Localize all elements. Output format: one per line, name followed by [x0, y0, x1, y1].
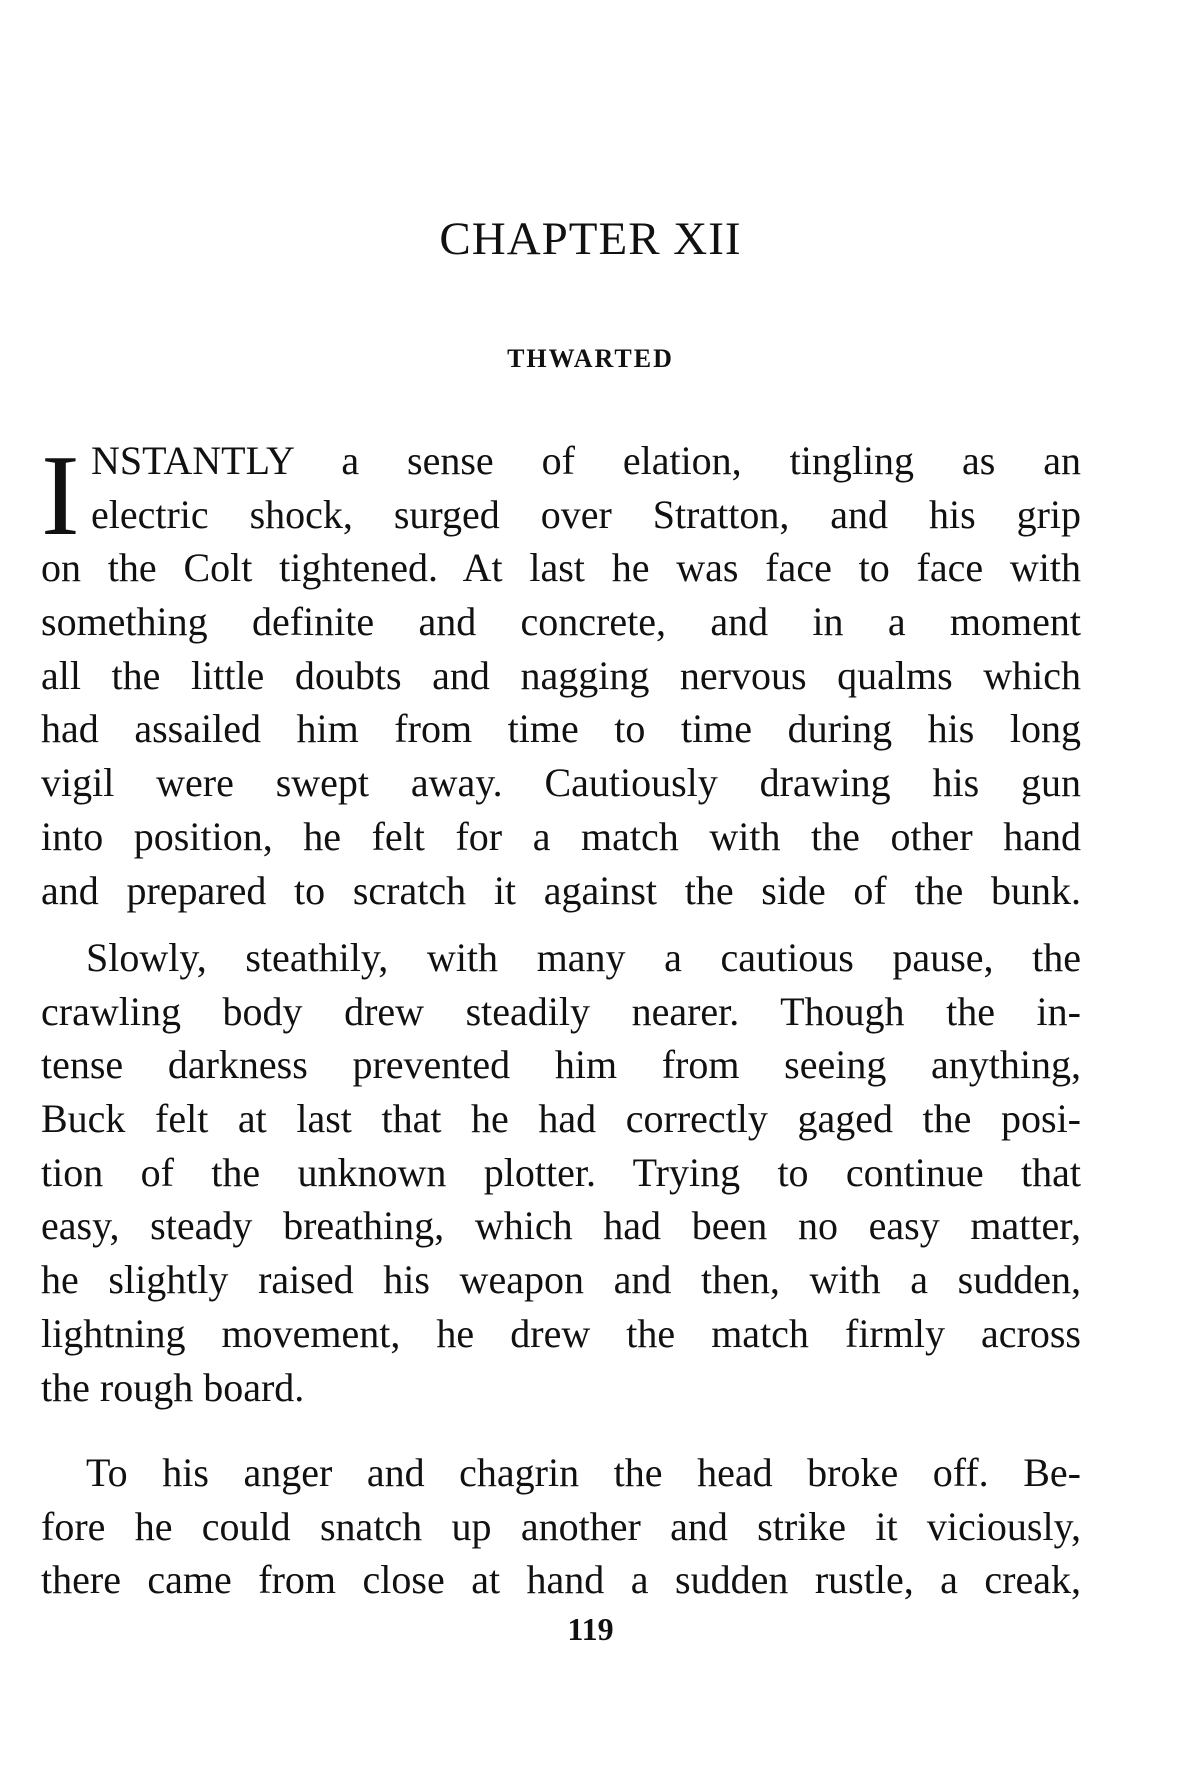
text-line: Slowly, steathily, with many a cautious pause, the: [86, 935, 1081, 980]
text-line: and prepared to scratch it against the side of the bunk.: [41, 867, 1081, 913]
text-line: crawling body drew steadily nearer. Though the in-: [41, 988, 1081, 1034]
paragraph-1: [41, 434, 1081, 917]
text-line: To his anger and chagrin the head broke off. Be-: [86, 1450, 1081, 1495]
paragraph-2: [41, 931, 1081, 1414]
text-line: NSTANTLY a sense of elation, tingling as an: [91, 438, 1081, 483]
chapter-title: CHAPTER XII: [439, 213, 742, 265]
text-line: the rough board.: [41, 1364, 305, 1410]
text-line: on the Colt tightened. At last he was face to face with: [41, 545, 1081, 591]
paragraph-3: [41, 1446, 1081, 1607]
text-line: fore he could snatch up another and strike it viciously,: [41, 1503, 1081, 1549]
text-line: vigil were swept away. Cautiously drawing his gun: [41, 760, 1081, 806]
text-line: tense darkness prevented him from seeing anything,: [41, 1042, 1081, 1088]
text-line: had assailed him from time to time during his long: [41, 706, 1081, 752]
text-line: easy, steady breathing, which had been no easy matter,: [41, 1203, 1081, 1249]
page-number: 119: [567, 1611, 614, 1647]
drop-cap: I: [41, 432, 80, 560]
text-line: Buck felt at last that he had correctly gaged the posi-: [41, 1096, 1081, 1142]
text-line: he slightly raised his weapon and then, with a sudden,: [41, 1257, 1081, 1303]
text-line: electric shock, surged over Stratton, and his grip: [91, 491, 1081, 537]
text-line: lightning movement, he drew the match firmly across: [41, 1310, 1081, 1356]
text-line: all the little doubts and nagging nervous qualms which: [41, 652, 1081, 698]
text-line: into position, he felt for a match with the other hand: [41, 813, 1081, 859]
text-line: there came from close at hand a sudden rustle, a creak,: [41, 1557, 1081, 1603]
text-line: something definite and concrete, and in a moment: [41, 599, 1081, 645]
text-line: tion of the unknown plotter. Trying to continue that: [41, 1149, 1081, 1195]
section-title: THWARTED: [507, 344, 674, 373]
